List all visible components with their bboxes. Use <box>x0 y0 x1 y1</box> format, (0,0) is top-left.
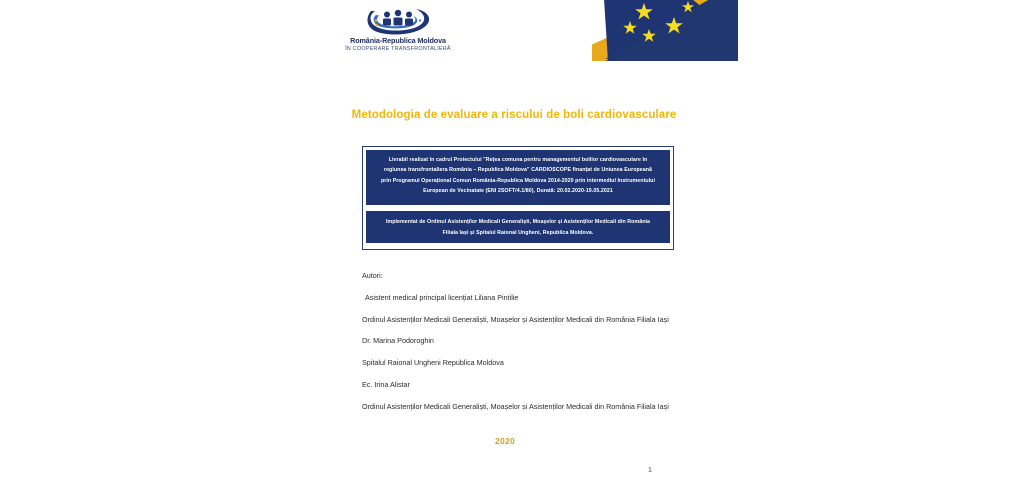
author-entry: Asistent medical principal licențiat Liliana Pintilie <box>365 292 519 302</box>
page-number: 1 <box>648 467 652 474</box>
page-title <box>0 109 1024 121</box>
programme-logo <box>333 5 463 53</box>
authors-section <box>362 272 882 425</box>
page-title-text: Metodologia de evaluare a riscului de boli cardiovasculare <box>351 109 677 121</box>
author-entry: Dr. Marina Podoroghin <box>362 336 434 346</box>
project-implementer-panel <box>366 211 670 243</box>
publication-year <box>0 436 1024 446</box>
logo-title: România-Republica Moldova <box>350 36 446 45</box>
funding-line: Livrabil realizat în cadrul Proiectului "Rețea comuna pentru managementul bolilor cardiovasculare în <box>388 157 648 163</box>
author-affiliation: Ordinul Asistenților Medicali Generaliști, Moașelor și Asistenților Medicali din România Filiala Iași <box>362 401 669 411</box>
logo-subtitle: ÎN COOPERARE TRANSFRONTALIERĂ <box>345 46 451 53</box>
implementer-line: Filiala Iași și Spitalul Raional Ungheni, Republica Moldova. <box>442 229 594 236</box>
funding-line: prin Programul Operațional Comun România-Republica Moldova 2014-2020 prin intermediul Instrumentului <box>380 177 655 184</box>
implementer-line: Implementat de Ordinul Asistenților Medicali Generaliști, Moașelor și Asistenților Medicali din România <box>385 219 651 225</box>
funding-line: regiunea transfrontaliera România – Republica Moldova" CARDIOSCOPE finanțat de Uniunea Europeană <box>383 167 653 174</box>
author-affiliation: Ordinul Asistenților Medicali Generaliști, Moașelor și Asistenților Medicali din România Filiala Iași <box>362 314 669 324</box>
author-affiliation: Spitalul Raional Ungheni Republica Moldova <box>362 358 504 368</box>
authors-heading: Autori: <box>362 271 383 280</box>
funding-line: European de Vecinatate (ENI 2SOFT/4.1/80), Durată: 20.02.2020-19.05.2021 <box>423 187 613 194</box>
project-funding-panel <box>366 150 670 205</box>
page-header <box>0 0 1024 90</box>
publication-year-text: 2020 <box>494 436 516 446</box>
author-entry: Ec. Irina Alistar <box>362 379 410 389</box>
eu-flag-corner-icon <box>592 0 738 61</box>
people-group-icon <box>364 5 432 35</box>
project-info-box <box>362 146 674 250</box>
